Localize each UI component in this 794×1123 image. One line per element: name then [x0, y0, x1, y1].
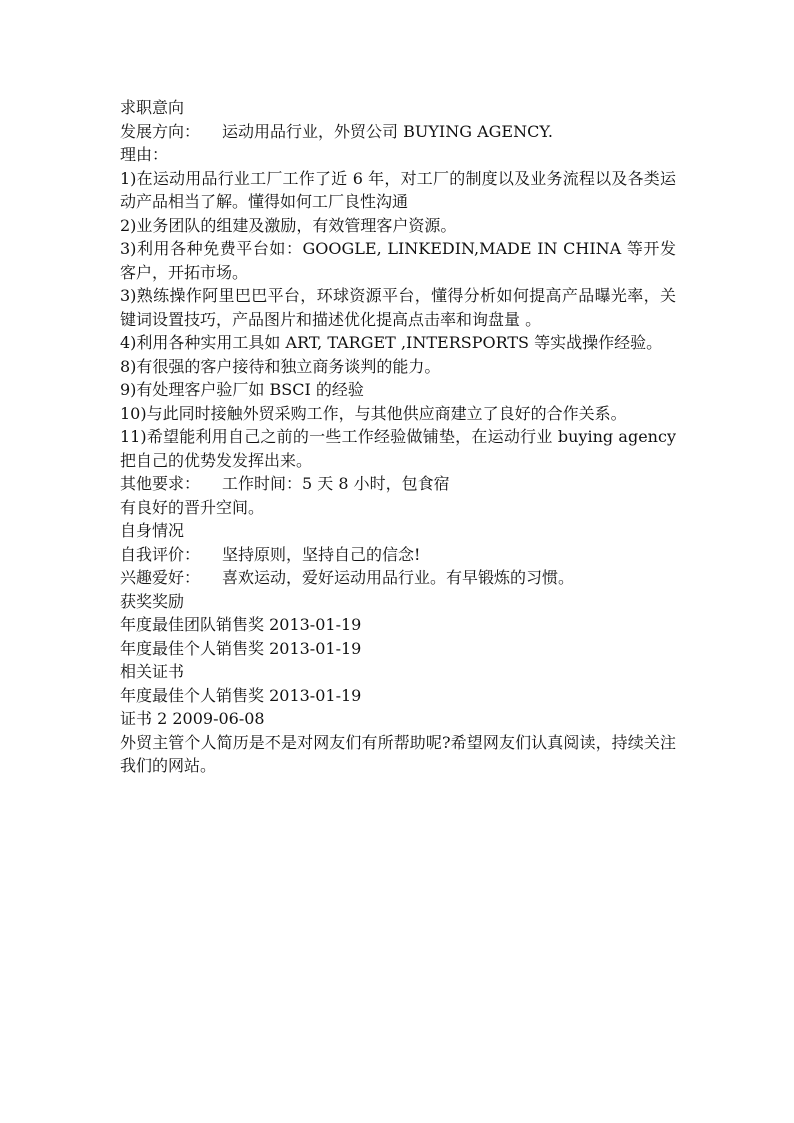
resume-page	[120, 96, 676, 778]
eval-value: 坚持原则，坚持自己的信念!	[222, 544, 421, 564]
reason-item: 2)业务团队的组建及激励，有效管理客户资源。	[120, 215, 457, 235]
eval-label: 自我评价：	[120, 544, 201, 564]
self-eval	[120, 543, 676, 567]
direction-value: 运动用品行业，外贸公司 BUYING AGENCY.	[222, 121, 553, 141]
reason-item: 3)熟练操作阿里巴巴平台，环球资源平台，懂得分析如何提高产品曝光率，关键词设置技巧，产品图片和描述优化提高点击率和询盘量 。	[120, 286, 676, 329]
intent-heading: 求职意向	[120, 98, 185, 117]
other-value: 工作时间：5 天 8 小时，包食宿	[222, 474, 450, 493]
reason-item: 9)有处理客户验厂如 BSCI 的经验	[120, 380, 364, 399]
reason-label: 理由：	[120, 145, 169, 164]
other-extra: 有良好的晋升空间。	[120, 497, 265, 517]
reason-item: 11)希望能利用自己之前的一些工作经验做铺垫，在运动行业 buying agency 把自己的优势发发挥出来。	[120, 427, 676, 470]
closing-text: 外贸主管个人简历是不是对网友们有所帮助呢?希望网友们认真阅读，持续关注我们的网站。	[120, 732, 676, 775]
other-requirements	[120, 472, 676, 496]
award-item: 年度最佳个人销售奖 2013-01-19	[120, 638, 362, 658]
other-label: 其他要求：	[120, 474, 201, 493]
certs-heading: 相关证书	[120, 662, 185, 681]
direction-label: 发展方向：	[120, 121, 201, 141]
reason-item: 1)在运动用品行业工厂工作了近 6 年，对工厂的制度以及业务流程以及各类运动产品相当了解。懂得如何工厂良性沟通	[120, 168, 676, 211]
cert-item: 证书 2 2009-06-08	[120, 709, 265, 728]
hobby-label: 兴趣爱好：	[120, 568, 201, 587]
reason-item: 10)与此同时接触外贸采购工作，与其他供应商建立了良好的合作关系。	[120, 403, 627, 423]
reason-item: 4)利用各种实用工具如 ART, TARGET ,INTERSPORTS 等实战操作经验。	[120, 333, 663, 352]
self-hobby	[120, 566, 676, 590]
hobby-value: 喜欢运动，爱好运动用品行业。有早锻炼的习惯。	[222, 568, 575, 587]
direction-line	[120, 120, 676, 144]
award-item: 年度最佳团队销售奖 2013-01-19	[120, 615, 362, 634]
reason-item: 3)利用各种免费平台如：GOOGLE, LINKEDIN,MADE IN CHINA 等开发客户，开拓市场。	[120, 239, 676, 282]
cert-item: 年度最佳个人销售奖 2013-01-19	[120, 685, 362, 705]
self-heading: 自身情况	[120, 521, 185, 540]
reason-item: 8)有很强的客户接待和独立商务谈判的能力。	[120, 356, 441, 376]
awards-heading: 获奖奖励	[120, 591, 185, 611]
